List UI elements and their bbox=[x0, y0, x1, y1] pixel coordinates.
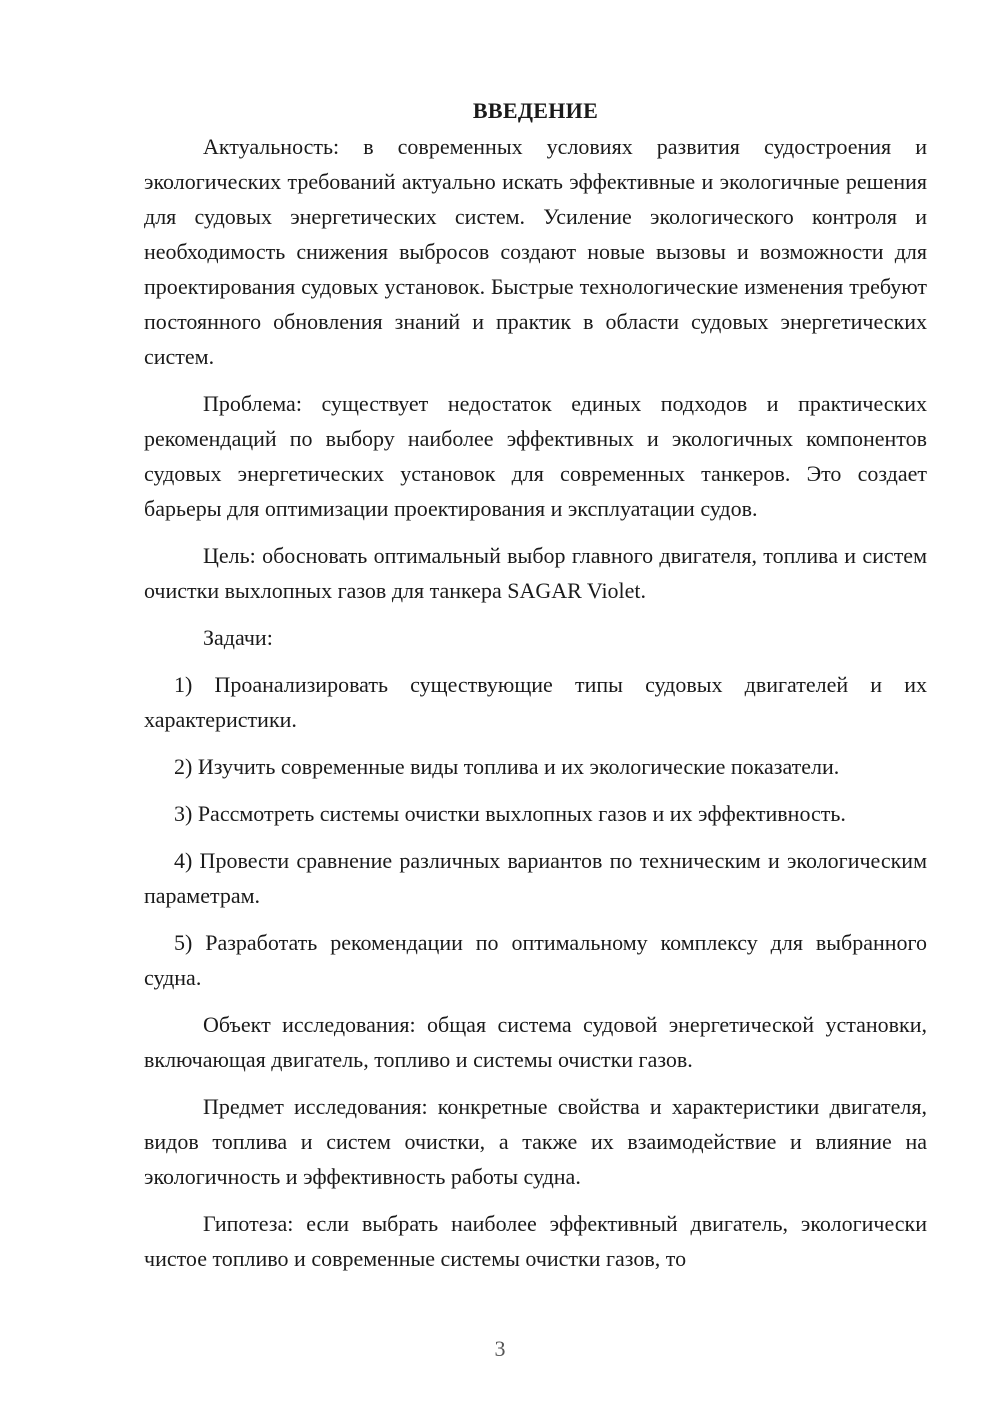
task-item-1: 1) Проанализировать существующие типы судовых двигателей и их характеристики. bbox=[144, 672, 927, 732]
paragraph-object: Объект исследования: общая система судовой энергетической установки, включающая двигатель, топливо и системы очистки газов. bbox=[144, 1012, 927, 1072]
paragraph-problem: Проблема: существует недостаток единых подходов и практических рекомендаций по выбору наиболее эффективных и экологичных компонентов судовых энергетических установок для современных танкеров. Это создает барьеры для оптимизации проектирования и эксплуатации судов. bbox=[144, 391, 927, 521]
task-item-3: 3) Рассмотреть системы очистки выхлопных газов и их эффективность. bbox=[174, 801, 846, 826]
paragraph-hypothesis: Гипотеза: если выбрать наиболее эффективный двигатель, экологически чистое топливо и современные системы очистки газов, то bbox=[144, 1211, 927, 1271]
task-item-2: 2) Изучить современные виды топлива и их экологические показатели. bbox=[174, 754, 840, 779]
paragraph-goal: Цель: обосновать оптимальный выбор главного двигателя, топлива и систем очистки выхлопных газов для танкера SAGAR Violet. bbox=[144, 543, 927, 603]
task-item-4: 4) Провести сравнение различных вариантов по техническим и экологическим параметрам. bbox=[144, 848, 927, 908]
paragraph-relevance: Актуальность: в современных условиях развития судостроения и экологических требований актуально искать эффективные и экологичные решения для судовых энергетических систем. Усиление экологического контроля и необходимость снижения выбросов создают новые вызовы и возможности для проектирования судовых установок. Быстрые технологические изменения требуют постоянного обновления знаний и практик в области судовых энергетических систем. bbox=[144, 134, 927, 369]
section-title: ВВЕДЕНИЕ bbox=[472, 98, 599, 123]
page-number: 3 bbox=[494, 1336, 506, 1361]
paragraph-subject: Предмет исследования: конкретные свойства и характеристики двигателя, видов топлива и систем очистки, а также их взаимодействие и влияние на экологичность и эффективность работы судна. bbox=[144, 1094, 927, 1189]
page-body bbox=[144, 96, 927, 1276]
tasks-heading: Задачи: bbox=[203, 625, 273, 650]
task-item-5: 5) Разработать рекомендации по оптимальному комплексу для выбранного судна. bbox=[144, 930, 927, 990]
